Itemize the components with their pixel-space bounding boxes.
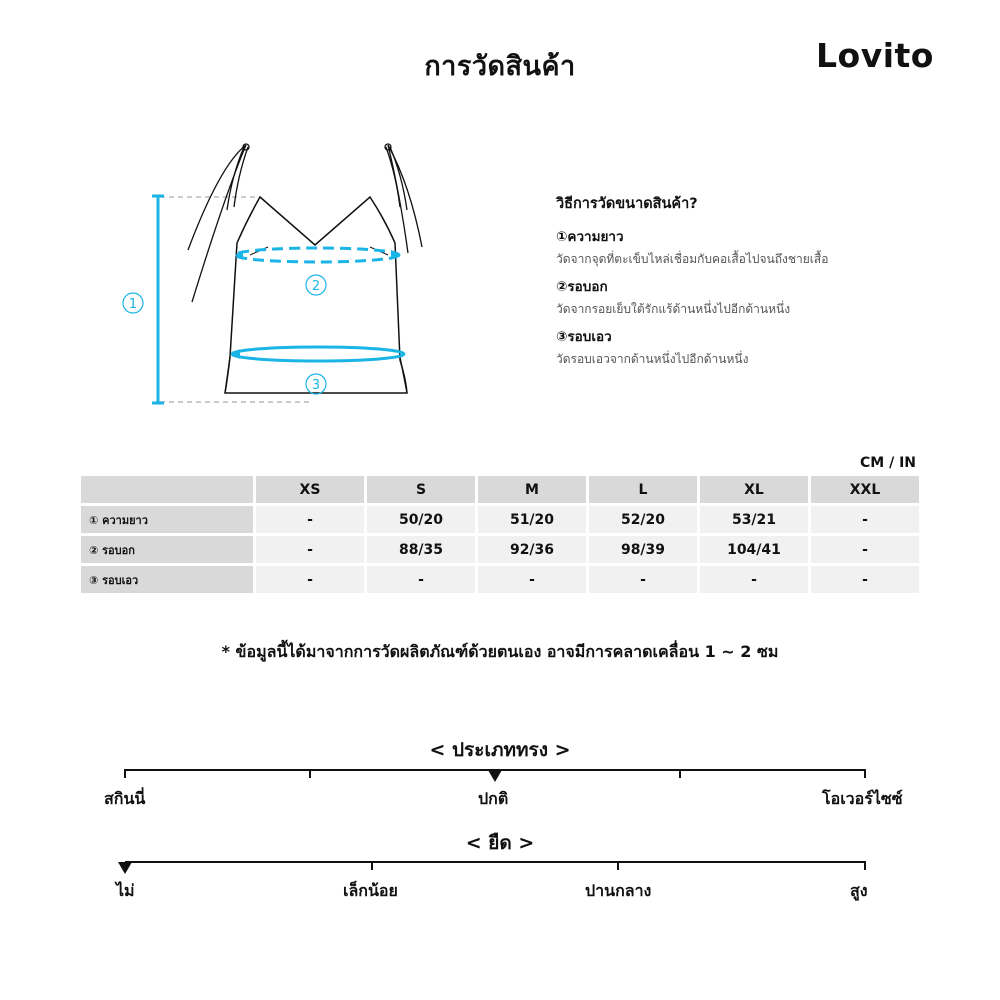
table-row xyxy=(81,566,919,593)
stretch-scale-title: < ยืด > xyxy=(465,832,535,854)
table-header-row xyxy=(81,476,919,503)
svg-text:2: 2 xyxy=(311,279,321,294)
size-header: XXL xyxy=(811,476,919,503)
unit-label: CM / IN xyxy=(860,455,916,471)
table-row xyxy=(81,536,919,563)
table-row xyxy=(81,506,919,533)
step-3-desc: วัดรอบเอวจากด้านหนึ่งไปอีกด้านหนึ่ง xyxy=(556,352,749,366)
fit-label-oversize: โอเวอร์ไซซ์ xyxy=(822,789,903,808)
table-cell: - xyxy=(811,566,919,593)
size-table xyxy=(78,473,922,596)
step-1-title: ①ความยาว xyxy=(556,229,624,245)
stretch-label-high: สูง xyxy=(850,881,868,900)
table-cell: 88/35 xyxy=(367,536,475,563)
size-header: L xyxy=(589,476,697,503)
svg-text:3: 3 xyxy=(311,378,321,393)
table-cell: 50/20 xyxy=(367,506,475,533)
disclaimer-note: * ข้อมูลนี้ได้มาจากการวัดผลิตภัณฑ์ด้วยตนเอง อาจมีการคลาดเคลื่อน 1 ~ 2 ซม xyxy=(221,642,779,661)
fit-label-regular: ปกติ xyxy=(478,789,509,808)
table-cell: 51/20 xyxy=(478,506,586,533)
fit-scale-title: < ประเภททรง > xyxy=(429,739,571,761)
size-header: XS xyxy=(256,476,364,503)
table-cell: 53/21 xyxy=(700,506,808,533)
step-2-desc: วัดจากรอยเย็บใต้รักแร้ด้านหนึ่งไปอีกด้านหนึ่ง xyxy=(556,302,791,316)
svg-text:1: 1 xyxy=(128,297,138,312)
step-3-title: ③รอบเอว xyxy=(556,329,612,345)
step-1-desc: วัดจากจุดที่ตะเข็บไหล่เชื่อมกับคอเสื้อไปจนถึงชายเสื้อ xyxy=(556,252,829,266)
fit-scale-bar xyxy=(0,765,1000,785)
row-label: ② รอบอก xyxy=(81,536,253,563)
table-cell: - xyxy=(700,566,808,593)
fit-selected-marker xyxy=(488,770,502,782)
table-cell: - xyxy=(589,566,697,593)
measure-instructions xyxy=(556,192,936,369)
instructions-heading: วิธีการวัดขนาดสินค้า? xyxy=(556,196,698,212)
table-cell: - xyxy=(256,566,364,593)
stretch-label-slight: เล็กน้อย xyxy=(343,881,398,900)
size-header: S xyxy=(367,476,475,503)
step-2-title: ②รอบอก xyxy=(556,279,608,295)
table-cell: 92/36 xyxy=(478,536,586,563)
table-cell: - xyxy=(811,506,919,533)
table-cell: 52/20 xyxy=(589,506,697,533)
table-cell: 104/41 xyxy=(700,536,808,563)
row-label: ③ รอบเอว xyxy=(81,566,253,593)
table-cell: - xyxy=(256,536,364,563)
stretch-label-medium: ปานกลาง xyxy=(585,881,652,900)
page-title: การวัดสินค้า xyxy=(424,51,576,82)
table-cell: - xyxy=(811,536,919,563)
row-label: ① ความยาว xyxy=(81,506,253,533)
size-header: M xyxy=(478,476,586,503)
stretch-selected-marker xyxy=(118,862,132,874)
table-cell: - xyxy=(478,566,586,593)
garment-diagram xyxy=(110,135,430,415)
table-cell: 98/39 xyxy=(589,536,697,563)
table-corner xyxy=(81,476,253,503)
fit-label-skinny: สกินนี่ xyxy=(104,789,146,808)
stretch-label-none: ไม่ xyxy=(116,881,135,900)
size-header: XL xyxy=(700,476,808,503)
table-cell: - xyxy=(256,506,364,533)
table-cell: - xyxy=(367,566,475,593)
stretch-scale-bar xyxy=(0,857,1000,877)
brand-logo: Lovito xyxy=(816,36,934,75)
